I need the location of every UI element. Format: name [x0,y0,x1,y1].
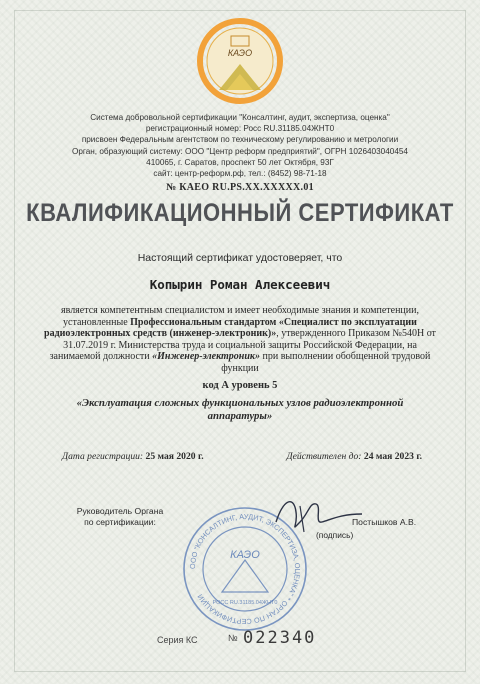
logo-emblem-icon [197,18,283,104]
body-text: , утвержденного Приказом №540Н от 31.07.2019 г. Министерства труда и социальной защиты Российской Федерации, на занимаемой должности [49,328,436,363]
seal-reg-text: РОСС RU.31185.04ЖНТ0 [212,600,278,606]
seal-center-text: КАЭО [230,549,260,561]
head-label-line: Руководитель Органа [76,506,164,516]
head-label-line: по сертификации: [84,517,156,527]
body-text: при выполнении обобщенной трудовой функции [221,351,431,374]
standard-name: Профессиональным стандартом «Специалист по эксплуатации радиоэлектронных средств (инженер-электроник)» [44,316,417,340]
body-text: является компетентным специалистом и имеет необходимые знания и компетенции, [61,305,419,316]
serial-prefix: № [228,633,238,643]
header-line: присвоен Федеральным агентством по техническому регулированию и метрологии [81,135,399,145]
certificate-title: КВАЛИФИКАЦИОННЫЙ СЕРТИФИКАТ [26,198,454,227]
issuer-header [40,112,440,179]
logo-text: КАЭО [227,48,253,58]
signer-name: Постышков А.В. [352,517,417,527]
seal-ring-text: ООО "КОНСАЛТИНГ, АУДИТ, ЭКСПЕРТИЗА, ОЦЕНКА" * ОРГАН ПО СЕРТИФИКАЦИИ [187,511,303,627]
series-label: Серия КС [157,635,198,645]
signature-hint: (подпись) [316,530,354,540]
certificate-body [38,305,442,375]
valid-until-value: 24 мая 2023 г. [363,451,422,462]
header-line: 410065, г. Саратов, проспект 50 лет Октября, 93Г [146,157,334,167]
reg-date-value: 25 мая 2020 г. [145,451,204,462]
position-name: «Инженер-электроник» [152,351,260,363]
kaeo-logo [197,18,283,104]
body-text: установленные [63,316,131,328]
holder-name: Копырин Роман Алексеевич [149,277,331,292]
header-line: Система добровольной сертификации "Консалтинг, аудит, экспертиза, оценка" [90,113,390,122]
reg-date-label: Дата регистрации: [62,451,144,462]
registration-number: № КАЕО RU.PS.XX.XXXXX.01 [166,182,314,193]
certifies-line: Настоящий сертификат удостоверяет, что [137,252,343,264]
header-line: Орган, образующий систему: ООО "Центр реформ предприятий", ОГРН 1026403040454 [72,146,408,156]
labor-function: «Эксплуатация сложных функциональных узлов радиоэлектронной аппаратуры» [76,397,404,422]
dates-row [62,451,422,462]
header-line: регистрационный номер: Росс RU.31185.04ЖНТ0 [145,124,335,134]
valid-until [287,451,422,462]
header-line: сайт: центр-реформ.рф, тел.: (8452) 98-71-18 [153,169,327,179]
qualification-level: код А уровень 5 [202,380,278,391]
serial-number: 022340 [243,628,317,648]
valid-until-label: Действителен до: [286,451,362,462]
head-of-body-label [70,506,170,528]
